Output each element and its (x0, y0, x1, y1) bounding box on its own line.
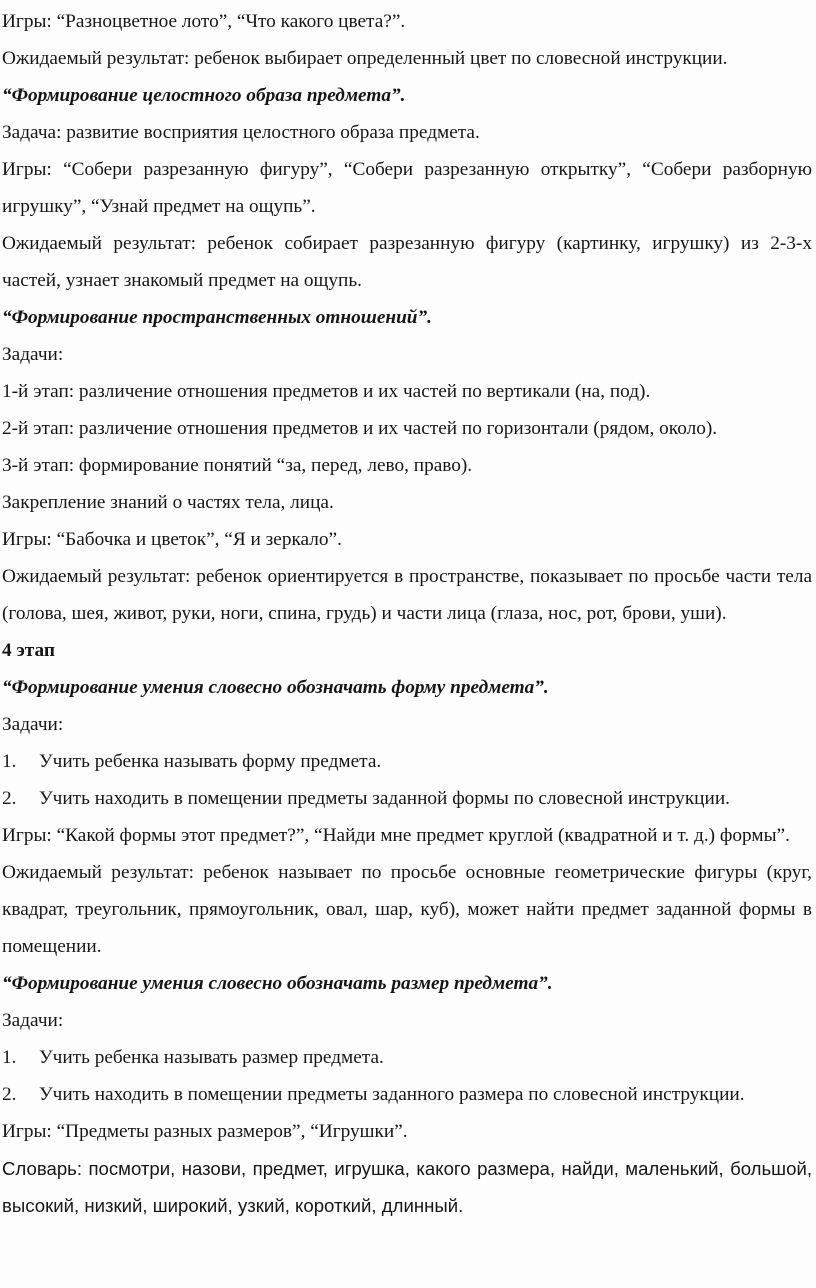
paragraph: Задачи: (2, 344, 64, 365)
numbered-list-item (2, 780, 812, 817)
section-heading: “Формирование умения словесно обозначать форму предмета”. (2, 677, 549, 698)
paragraph: Закрепление знаний о частях тела, лица. (2, 492, 334, 513)
paragraph: 1-й этап: различение отношения предметов и их частей по вертикали (на, под). (2, 381, 651, 402)
paragraph: Ожидаемый результат: ребенок выбирает определенный цвет по словесной инструкции. (2, 48, 728, 69)
section-heading: “Формирование пространственных отношений”. (2, 307, 432, 328)
list-item-text: Учить находить в помещении предметы заданного размера по словесной инструкции. (39, 1084, 745, 1105)
document-text-body (2, 3, 812, 1224)
paragraph: Игры: “Какой формы этот предмет?”, “Найди мне предмет круглой (квадратной и т. д.) формы”. (2, 825, 790, 846)
paragraph: Ожидаемый результат: ребенок собирает разрезанную фигуру (картинку, игрушку) из 2-3-х частей, узнает знакомый предмет на ощупь. (2, 233, 812, 291)
paragraph: Задача: развитие восприятия целостного образа предмета. (2, 122, 480, 143)
paragraph: 3-й этап: формирование понятий “за, перед, лево, право). (2, 455, 473, 476)
list-item-text: Учить находить в помещении предметы заданной формы по словесной инструкции. (39, 788, 730, 809)
list-item-text: Учить ребенка называть размер предмета. (39, 1047, 384, 1068)
numbered-list-item (2, 1039, 812, 1076)
paragraph: Игры: “Разноцветное лото”, “Что какого цвета?”. (2, 11, 406, 32)
paragraph: Задачи: (2, 714, 64, 735)
numbered-list-item (2, 743, 812, 780)
paragraph: Игры: “Предметы разных размеров”, “Игрушки”. (2, 1121, 408, 1142)
list-number: 2. (2, 788, 17, 809)
vocabulary-paragraph: Словарь: посмотри, назови, предмет, игрушка, какого размера, найди, маленький, большой, высокий, низкий, широкий, узкий, короткий, длинный. (2, 1158, 812, 1216)
numbered-list-item (2, 1076, 812, 1113)
paragraph: Ожидаемый результат: ребенок называет по просьбе основные геометрические фигуры (круг, квадрат, треугольник, прямоугольник, овал, шар, куб), может найти предмет заданной формы в помещении. (2, 862, 812, 957)
section-heading: “Формирование умения словесно обозначать размер предмета”. (2, 973, 553, 994)
list-item-text: Учить ребенка называть форму предмета. (39, 751, 382, 772)
paragraph: Ожидаемый результат: ребенок ориентируется в пространстве, показывает по просьбе части тела (голова, шея, живот, руки, ноги, спина, грудь) и части лица (глаза, нос, рот, брови, уши). (2, 566, 812, 624)
paragraph: 2-й этап: различение отношения предметов и их частей по горизонтали (рядом, около). (2, 418, 718, 439)
paragraph: Задачи: (2, 1010, 64, 1031)
stage-heading: 4 этап (2, 640, 55, 661)
list-number: 1. (2, 751, 17, 772)
paragraph: Игры: “Собери разрезанную фигуру”, “Собери разрезанную открытку”, “Собери разборную игрушку”, “Узнай предмет на ощупь”. (2, 159, 812, 217)
list-number: 1. (2, 1047, 17, 1068)
list-number: 2. (2, 1084, 17, 1105)
section-heading: “Формирование целостного образа предмета”. (2, 85, 406, 106)
paragraph: Игры: “Бабочка и цветок”, “Я и зеркало”. (2, 529, 342, 550)
